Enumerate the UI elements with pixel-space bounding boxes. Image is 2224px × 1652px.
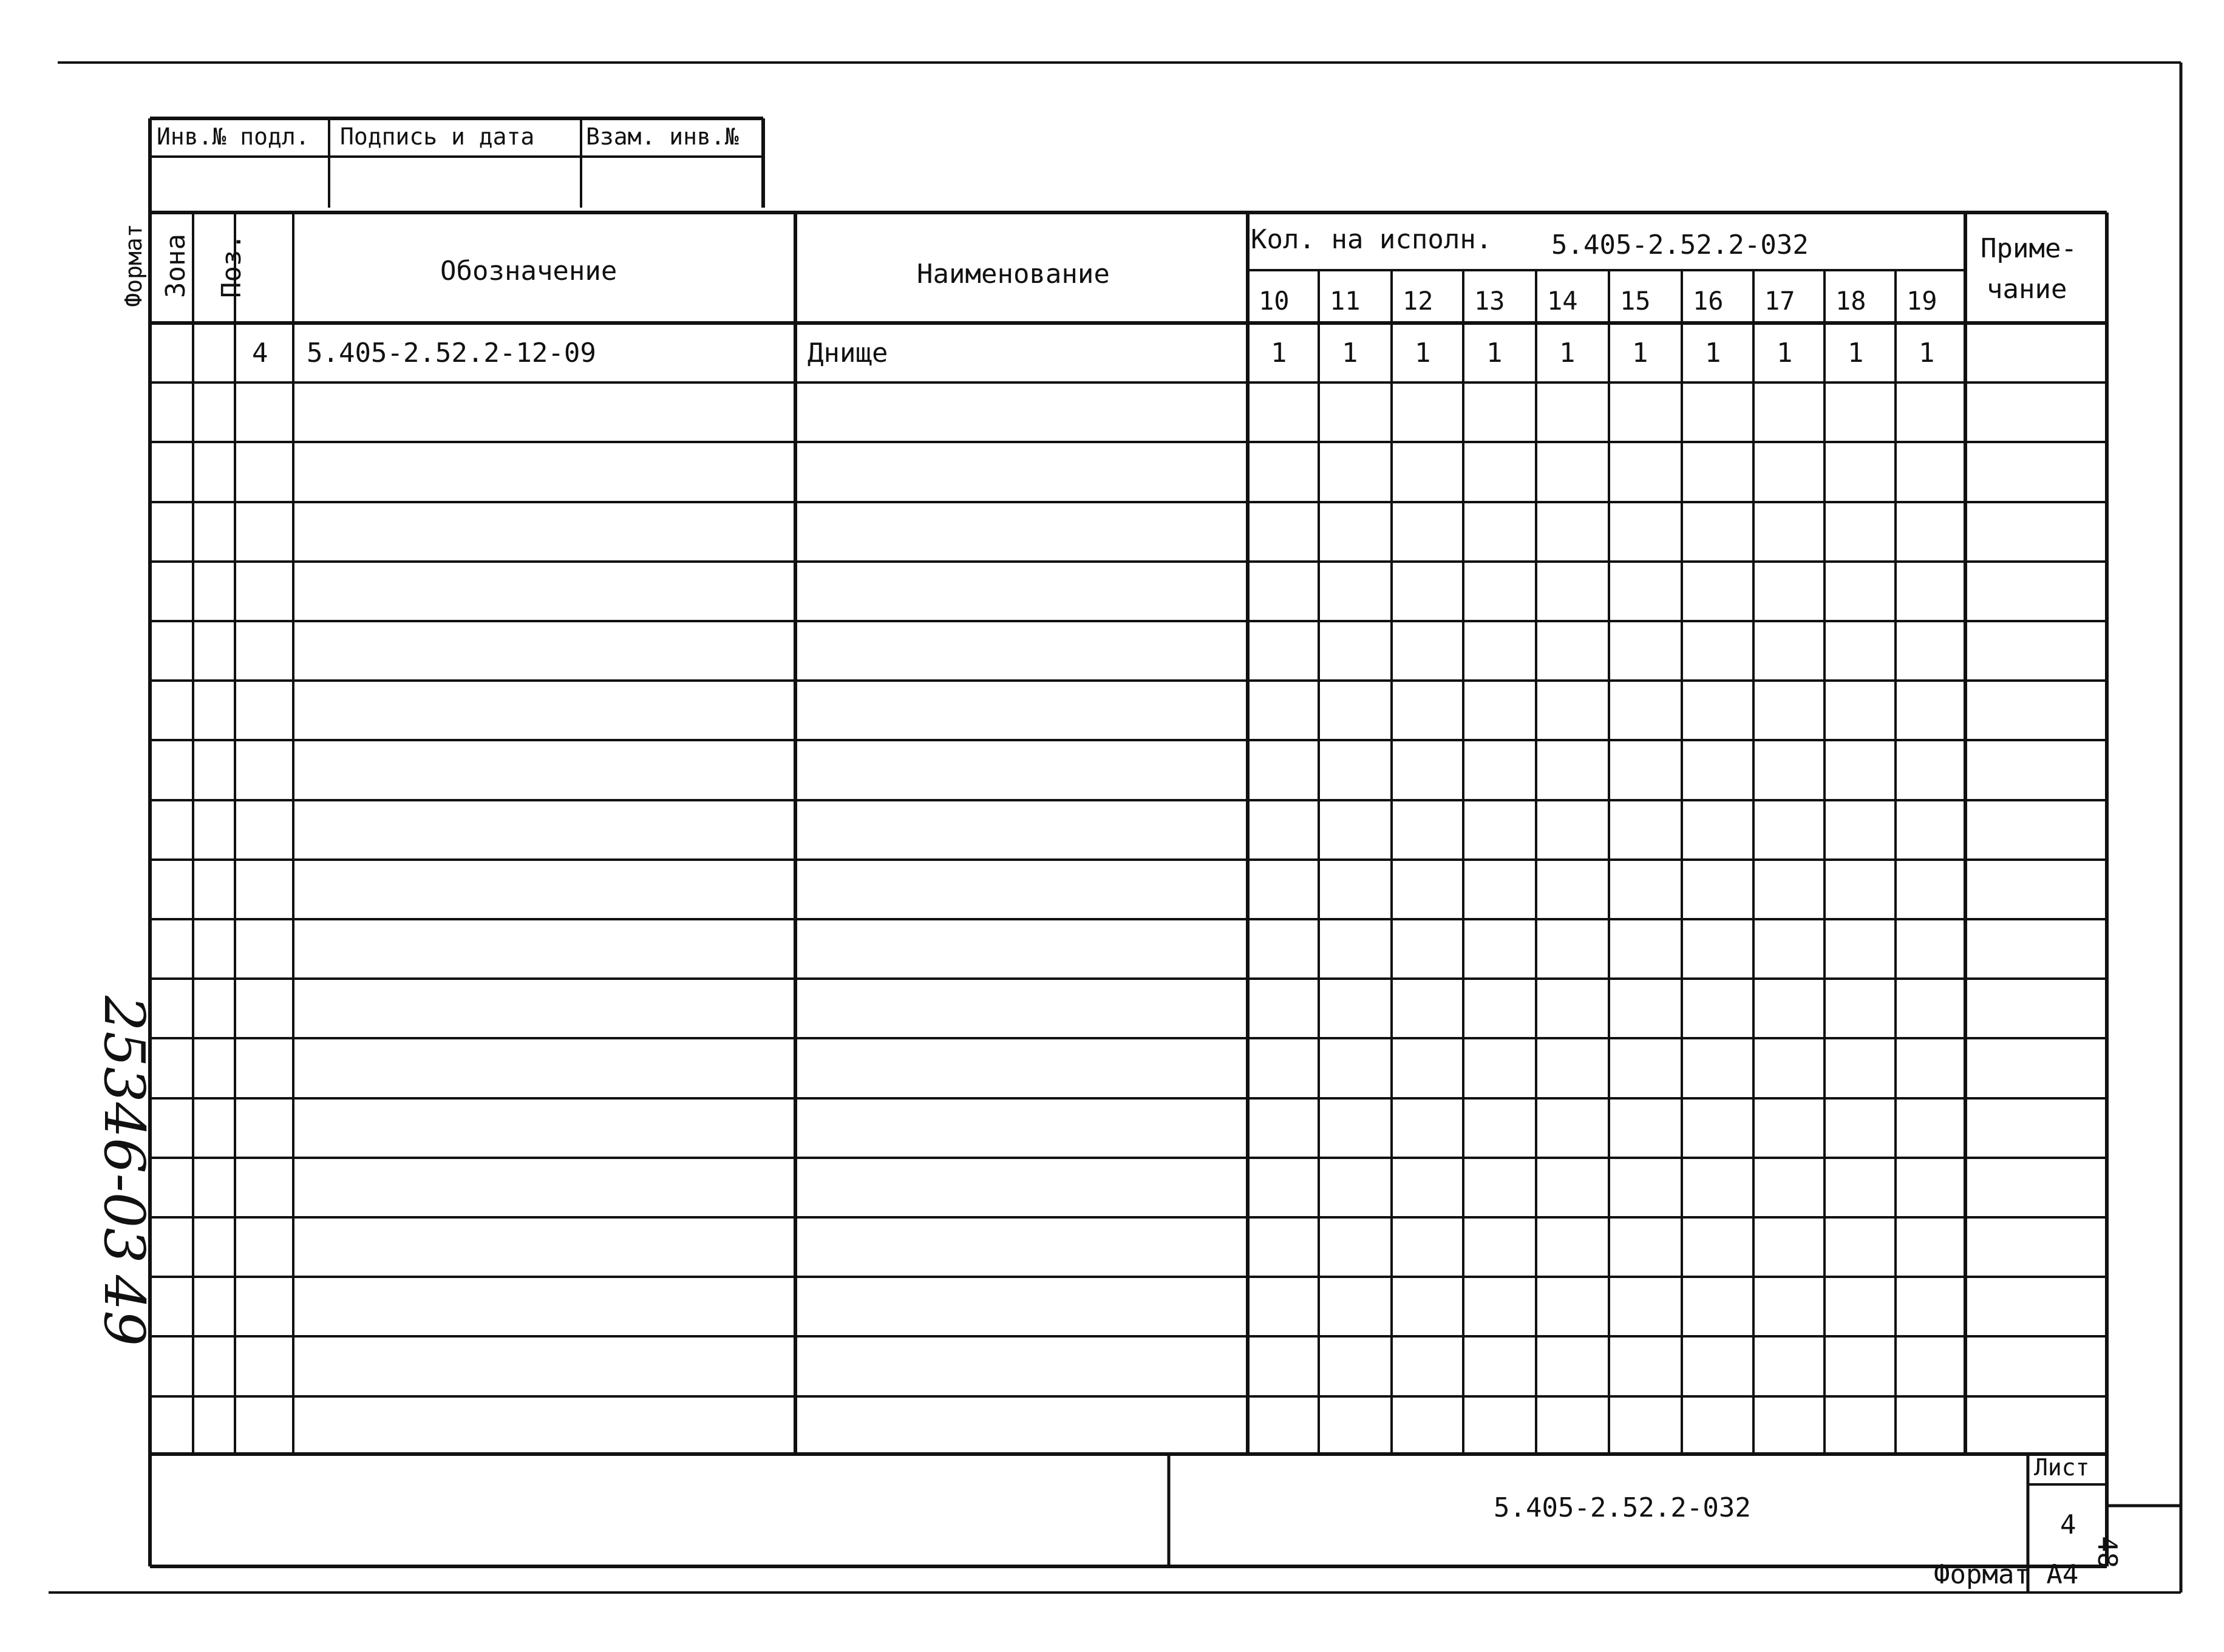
row-quantity-19: 1 [1919,338,1935,369]
variant-column-16: 16 [1693,286,1724,316]
row-quantity-18: 1 [1848,338,1864,369]
variant-column-18: 18 [1835,286,1866,316]
variant-column-17: 17 [1764,286,1795,316]
row-quantity-16: 1 [1705,338,1721,369]
variant-column-13: 13 [1474,286,1505,316]
header-designation: Обозначение [440,256,617,287]
row-designation: 5.405-2.52.2-12-09 [307,338,596,369]
header-qty-doc: 5.405-2.52.2-032 [1551,229,1809,260]
header-note-line1: Приме- [1981,233,2077,264]
title-sheet-number: 4 [2060,1509,2076,1540]
row-pos: 4 [252,338,268,369]
variant-column-11: 11 [1330,286,1361,316]
row-name: Днище [808,338,888,369]
margin-archive-number: 25346-03 [92,996,157,1263]
title-document-code: 5.405-2.52.2-032 [1494,1492,1751,1523]
stamp-inv-podl-label: Инв.№ подл. [157,123,310,150]
margin-page-number: 48 [2092,1536,2123,1568]
row-quantity-10: 1 [1271,338,1287,369]
header-pos: Поз. [216,234,247,298]
header-zone: Зона [160,234,191,298]
row-quantity-15: 1 [1632,338,1648,369]
header-qty-label: Кол. на исполн. [1251,224,1492,255]
stamp-signature-date-label: Подпись и дата [340,123,535,150]
row-quantity-11: 1 [1342,338,1358,369]
row-quantity-14: 1 [1559,338,1576,369]
header-name: Наименование [917,259,1110,290]
row-quantity-13: 1 [1486,338,1503,369]
margin-archive-sheet: 49 [92,1275,157,1347]
variant-column-14: 14 [1547,286,1578,316]
header-format: Формат [120,223,147,307]
variant-column-19: 19 [1906,286,1937,316]
variant-column-12: 12 [1403,286,1433,316]
row-quantity-17: 1 [1777,338,1793,369]
title-format-label: Формат А4 [1934,1559,2079,1590]
variant-column-15: 15 [1620,286,1651,316]
variant-column-10: 10 [1259,286,1290,316]
header-note-line2: чание [1987,274,2067,305]
stamp-vzam-inv-label: Взам. инв.№ [586,123,739,150]
title-sheet-label: Лист [2034,1454,2090,1481]
row-quantity-12: 1 [1415,338,1431,369]
